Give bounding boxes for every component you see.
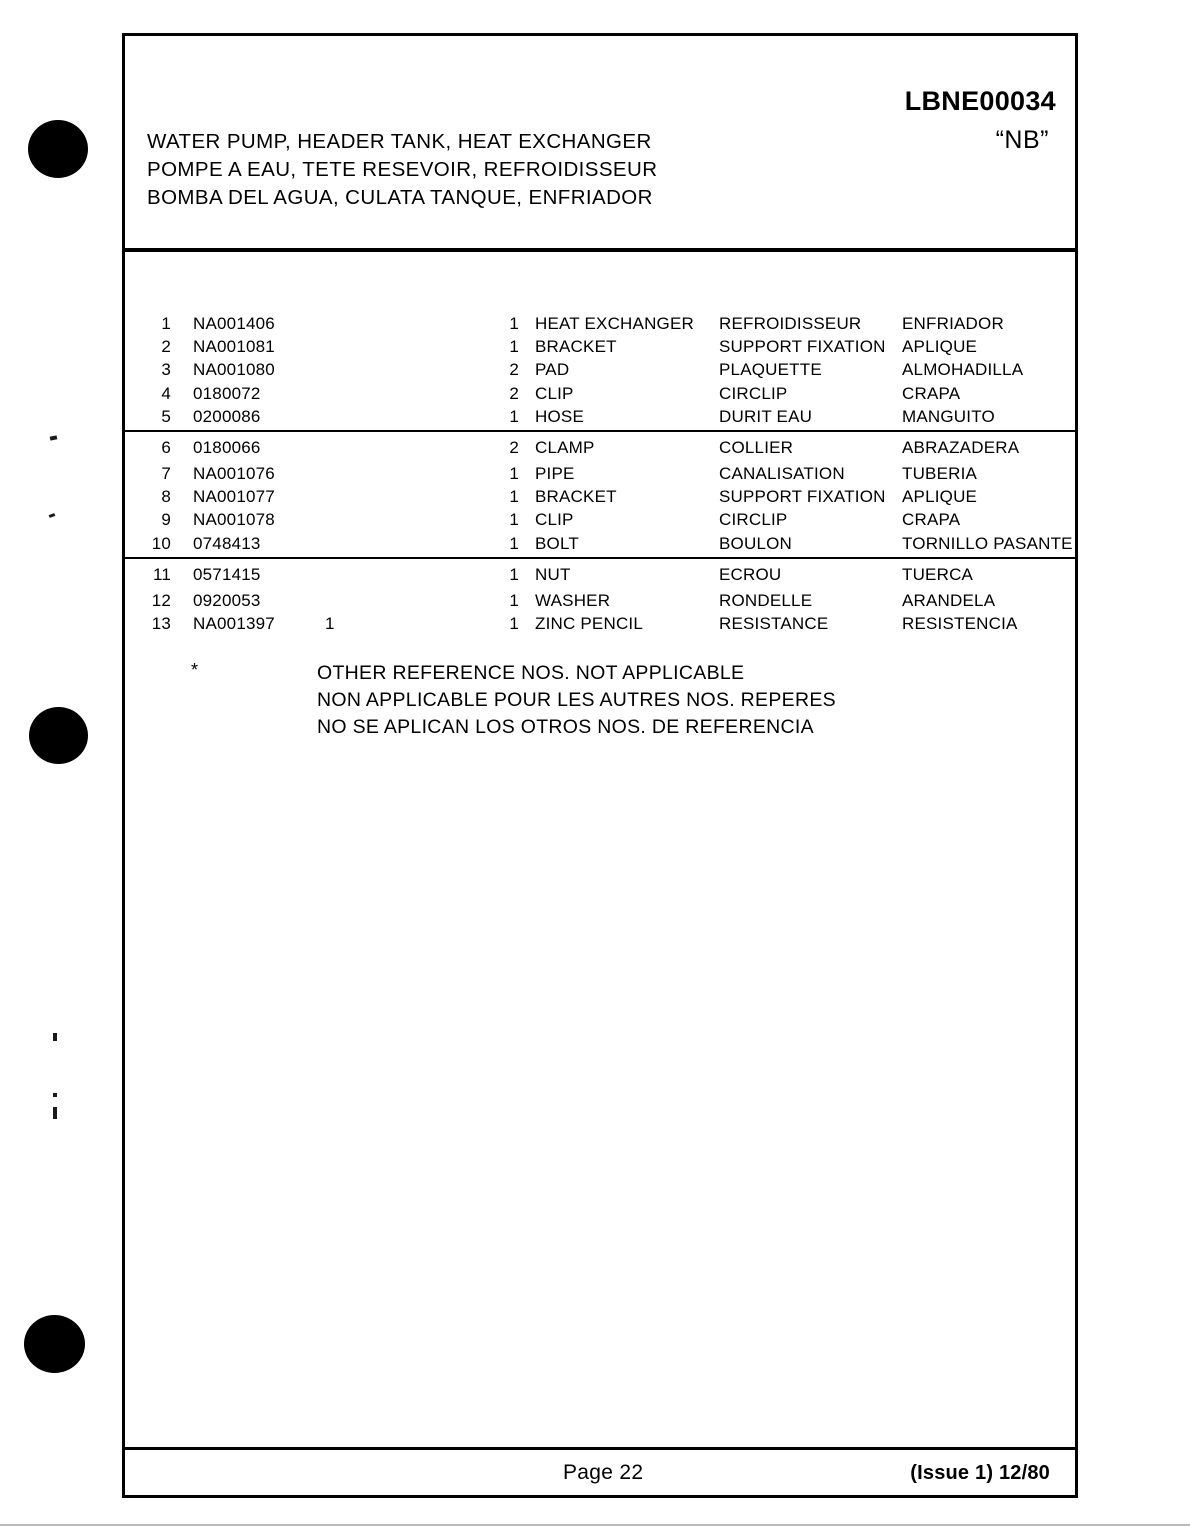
row-part-number: 0180066	[193, 437, 261, 457]
row-description-es: CRAPA	[902, 510, 961, 530]
row-description-fr: RESISTANCE	[719, 613, 829, 633]
row-description-es: ARANDELA	[902, 590, 996, 610]
row-quantity: 1	[509, 314, 519, 333]
row-description-es: TORNILLO PASANTE	[902, 533, 1073, 553]
variant-code: “NB”	[995, 126, 1049, 154]
title-line-english: WATER PUMP, HEADER TANK, HEAT EXCHANGER	[147, 130, 652, 153]
row-description-es: TUERCA	[902, 564, 974, 584]
row-description-en: PAD	[535, 360, 570, 380]
row-item-number: 8	[161, 487, 171, 507]
binder-punch-hole	[24, 1315, 85, 1373]
row-item-number: 3	[161, 360, 171, 380]
row-quantity: 1	[509, 510, 519, 530]
row-description-fr: SUPPORT FIXATION	[719, 337, 886, 357]
parts-table-group	[125, 432, 1075, 557]
row-description-es: ENFRIADOR	[902, 314, 1004, 333]
row-description-en: WASHER	[535, 590, 611, 610]
row-item-number: 7	[161, 463, 171, 483]
row-description-fr: PLAQUETTE	[719, 360, 822, 380]
row-part-number: NA001077	[193, 487, 275, 507]
table-row	[125, 487, 1075, 510]
row-alt-quantity: 1	[325, 613, 335, 633]
row-part-number: NA001080	[193, 360, 275, 380]
row-quantity: 1	[509, 487, 519, 507]
row-quantity: 2	[509, 383, 519, 403]
row-description-en: CLIP	[535, 383, 574, 403]
table-row	[125, 360, 1075, 383]
row-quantity: 2	[509, 360, 519, 380]
table-row	[125, 464, 1075, 487]
row-part-number: 0200086	[193, 406, 261, 426]
parts-table-group	[125, 252, 1075, 430]
page-frame	[122, 33, 1078, 1498]
table-row	[125, 559, 1075, 591]
row-item-number: 2	[161, 337, 171, 357]
row-part-number: NA001078	[193, 510, 275, 530]
row-item-number: 10	[151, 533, 171, 553]
parts-table	[125, 252, 1075, 637]
row-quantity: 1	[509, 406, 519, 426]
row-item-number: 12	[151, 590, 171, 610]
row-item-number: 9	[161, 510, 171, 530]
row-item-number: 1	[161, 314, 171, 333]
row-description-en: BRACKET	[535, 487, 617, 507]
footnote-line-french: NON APPLICABLE POUR LES AUTRES NOS. REPERES	[317, 689, 836, 711]
table-row	[125, 510, 1075, 533]
row-description-es: ALMOHADILLA	[902, 360, 1024, 380]
scan-speck	[49, 513, 56, 518]
row-item-number: 5	[161, 406, 171, 426]
row-description-en: NUT	[535, 564, 571, 584]
row-description-en: BRACKET	[535, 337, 617, 357]
row-description-en: HEAT EXCHANGER	[535, 314, 694, 333]
row-description-en: PIPE	[535, 463, 575, 483]
row-description-es: CRAPA	[902, 383, 961, 403]
row-description-fr: CIRCLIP	[719, 510, 788, 530]
row-description-fr: REFROIDISSEUR	[719, 314, 862, 333]
scan-speck	[53, 1107, 57, 1119]
binder-punch-hole	[28, 120, 88, 178]
part-number: LBNE00034	[904, 86, 1056, 116]
table-row	[125, 432, 1075, 464]
row-description-fr: COLLIER	[719, 437, 794, 457]
scan-speck	[53, 1033, 57, 1041]
binder-punch-hole	[29, 707, 88, 764]
row-description-en: HOSE	[535, 406, 584, 426]
row-part-number: 0571415	[193, 564, 261, 584]
row-description-en: ZINC PENCIL	[535, 613, 643, 633]
row-description-es: TUBERIA	[902, 463, 978, 483]
row-description-fr: CANALISATION	[719, 463, 845, 483]
row-quantity: 1	[509, 590, 519, 610]
issue-label: (Issue 1) 12/80	[910, 1462, 1050, 1484]
row-description-es: APLIQUE	[902, 337, 978, 357]
row-description-fr: RONDELLE	[719, 590, 813, 610]
row-description-fr: SUPPORT FIXATION	[719, 487, 886, 507]
row-item-number: 13	[151, 613, 171, 633]
row-description-es: ABRAZADERA	[902, 437, 1020, 457]
row-item-number: 6	[161, 437, 171, 457]
title-line-french: POMPE A EAU, TETE RESEVOIR, REFROIDISSEUR	[147, 158, 658, 181]
row-description-es: APLIQUE	[902, 487, 978, 507]
footnote-line-spanish: NO SE APLICAN LOS OTROS NOS. DE REFERENCIA	[317, 716, 814, 738]
table-row	[125, 614, 1075, 637]
row-quantity: 1	[509, 337, 519, 357]
footnote-line-english: OTHER REFERENCE NOS. NOT APPLICABLE	[317, 662, 745, 684]
row-description-fr: DURIT EAU	[719, 406, 813, 426]
footer-divider	[125, 1447, 1075, 1450]
scan-speck	[50, 435, 58, 440]
row-part-number: NA001081	[193, 337, 275, 357]
row-quantity: 2	[509, 437, 519, 457]
page-number: Page 22	[563, 1461, 644, 1484]
table-row	[125, 384, 1075, 407]
row-description-es: MANGUITO	[902, 406, 995, 426]
row-quantity: 1	[509, 463, 519, 483]
row-description-es: RESISTENCIA	[902, 613, 1018, 633]
title-line-spanish: BOMBA DEL AGUA, CULATA TANQUE, ENFRIADOR	[147, 186, 653, 209]
table-row	[125, 407, 1075, 430]
row-description-en: CLAMP	[535, 437, 595, 457]
footnote-text	[317, 660, 836, 741]
table-row	[125, 314, 1075, 337]
footnote-marker: *	[191, 660, 199, 680]
row-description-fr: CIRCLIP	[719, 383, 788, 403]
scan-edge-line	[0, 1524, 1190, 1526]
page-title	[147, 128, 657, 212]
row-part-number: NA001397	[193, 613, 275, 633]
row-part-number: NA001406	[193, 314, 275, 333]
row-part-number: 0180072	[193, 383, 261, 403]
table-row	[125, 337, 1075, 360]
header-block	[125, 36, 1075, 248]
row-part-number: 0920053	[193, 590, 261, 610]
table-row	[125, 591, 1075, 614]
row-description-en: CLIP	[535, 510, 574, 530]
row-item-number: 4	[161, 383, 171, 403]
row-description-fr: BOULON	[719, 533, 792, 553]
scan-speck	[53, 1093, 57, 1097]
table-row	[125, 534, 1075, 557]
row-item-number: 11	[152, 564, 171, 584]
row-part-number: 0748413	[193, 533, 261, 553]
row-quantity: 1	[509, 533, 519, 553]
row-description-en: BOLT	[535, 533, 579, 553]
row-description-fr: ECROU	[719, 564, 782, 584]
row-part-number: NA001076	[193, 463, 275, 483]
parts-table-group	[125, 559, 1075, 637]
row-quantity: 1	[509, 564, 519, 584]
row-quantity: 1	[509, 613, 519, 633]
